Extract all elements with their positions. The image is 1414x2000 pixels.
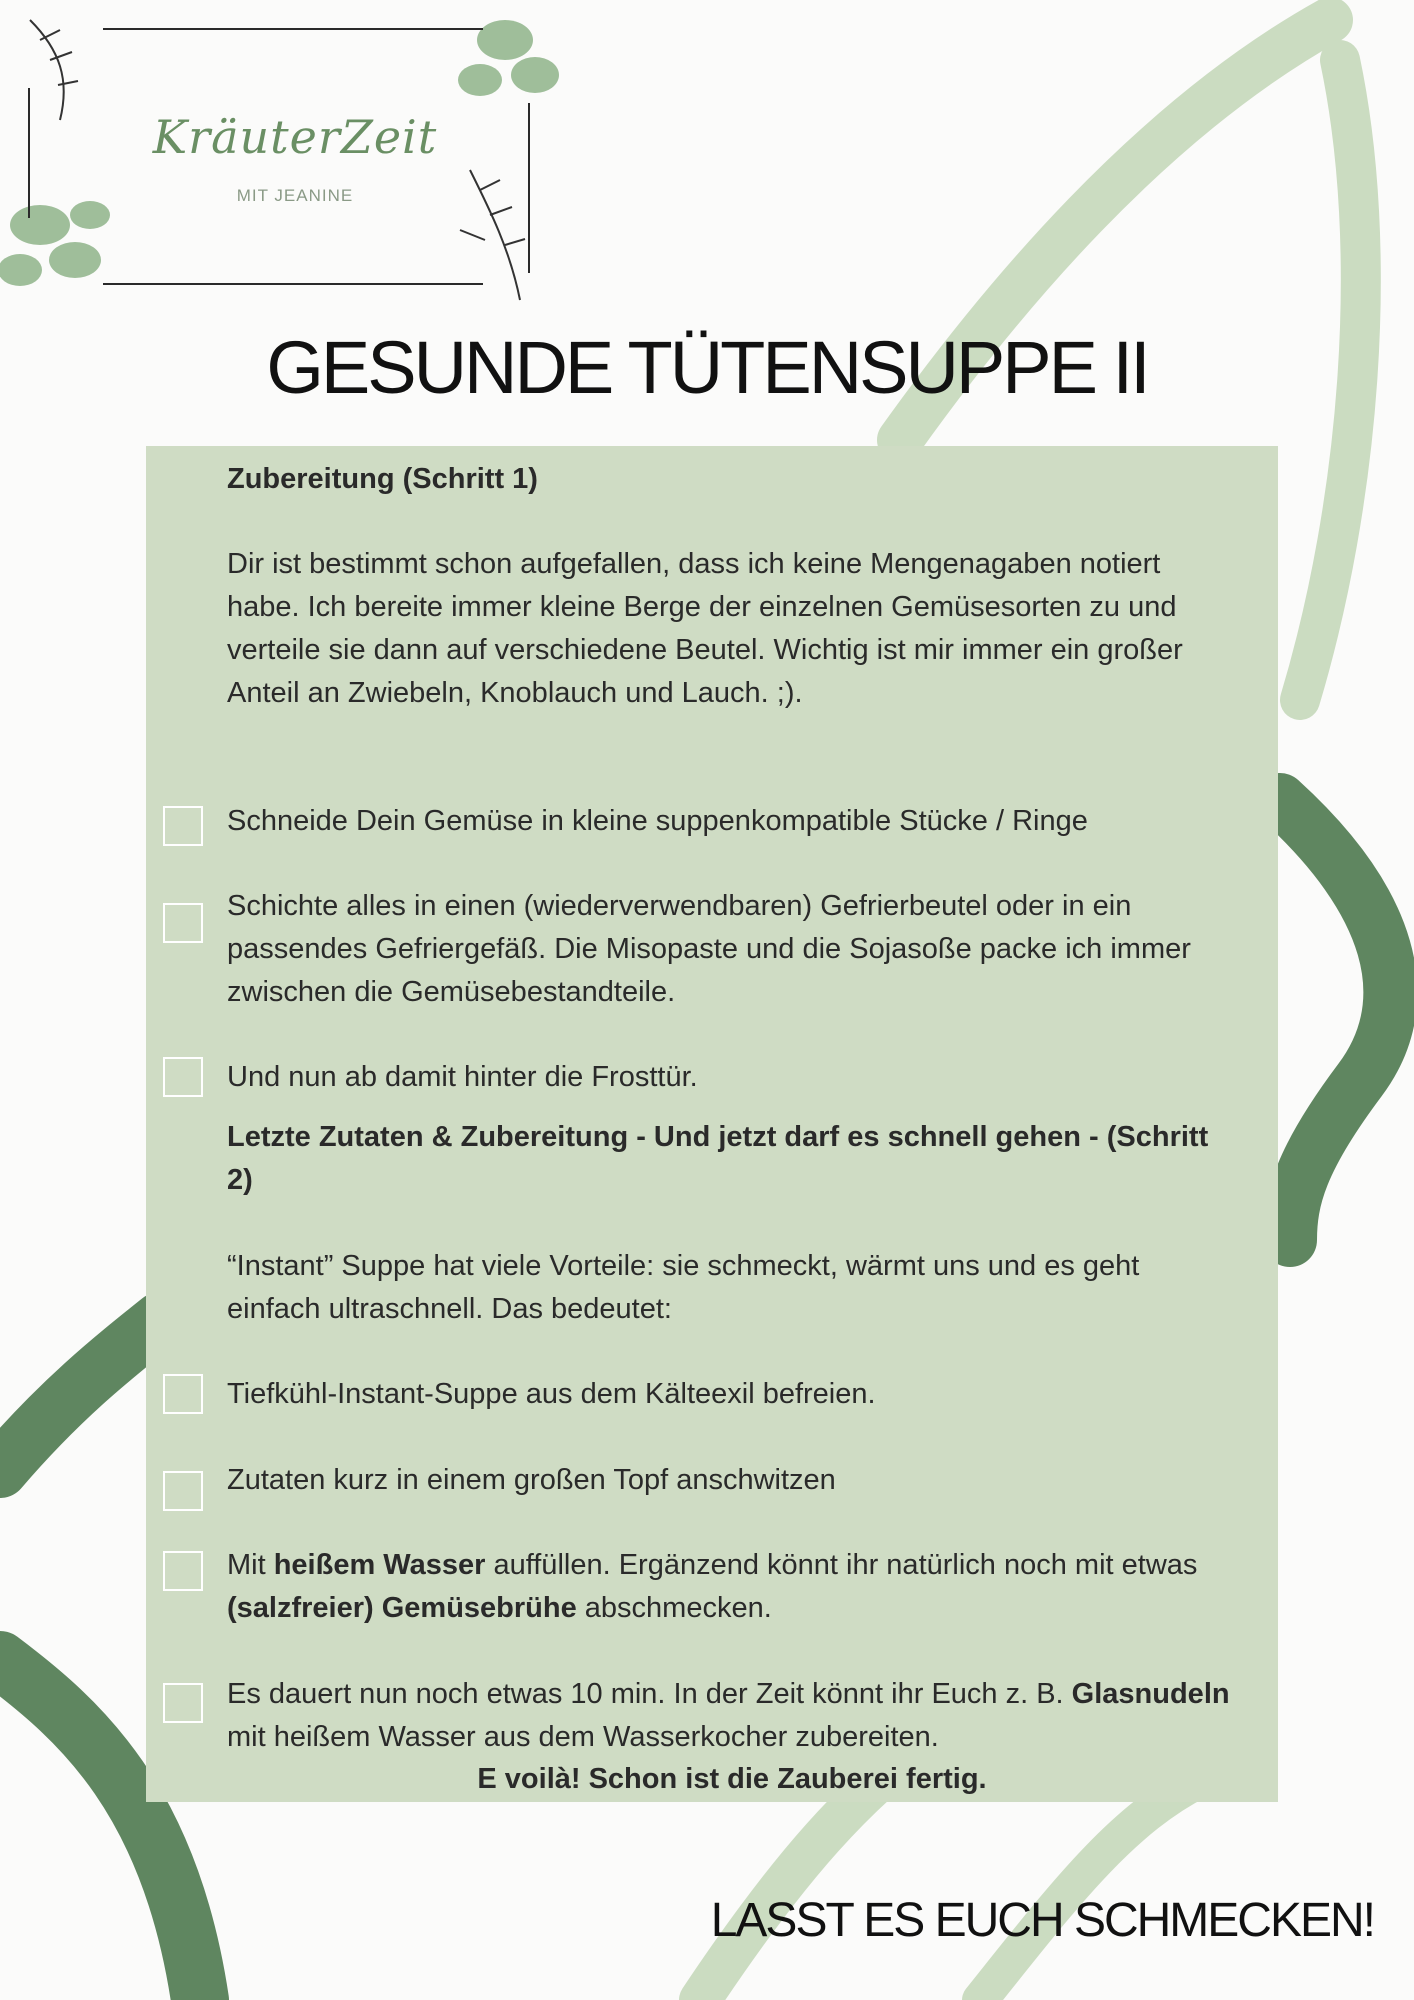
checkbox-step-2[interactable] [163,903,203,943]
step-7-text: Es dauert nun noch etwas 10 min. In der Zeit könnt ihr Euch z. B. Glasnudeln mit heißem Wasser aus dem Wasserkocher zubereiten. [227,1678,1230,1753]
checkbox-step-5[interactable] [163,1471,203,1511]
checkbox-step-3[interactable] [163,1057,203,1097]
section2-intro: “Instant” Suppe hat viele Vorteile: sie schmeckt, wärmt uns und es geht einfach ultraschnell. Das bedeutet: [227,1250,1140,1325]
checkbox-step-6[interactable] [163,1551,203,1591]
section1-heading: Zubereitung (Schritt 1) [227,463,538,495]
closing-line: E voilà! Schon ist die Zauberei fertig. [477,1763,987,1795]
checkbox-step-1[interactable] [163,806,203,846]
section1-intro: Dir ist bestimmt schon aufgefallen, dass ich keine Mengenagaben notiert habe. Ich bereite immer kleine Berge der einzelnen Gemüsesorten zu und verteile sie dann auf verschiedene Beutel. Wichtig ist mir immer ein großer Anteil an Zwiebeln, Knoblauch und Lauch. ;). [227,548,1183,709]
step-5-text: Zutaten kurz in einem großen Topf anschwitzen [227,1464,836,1496]
footer-text: LASST ES EUCH SCHMECKEN! [710,1894,1374,1947]
step-6-text: Mit heißem Wasser auffüllen. Ergänzend könnt ihr natürlich noch mit etwas (salzfreier) Gemüsebrühe abschmecken. [227,1549,1198,1624]
step-2-text: Schichte alles in einen (wiederverwendbaren) Gefrierbeutel oder in ein passendes Gefriergefäß. Die Misopaste und die Sojasoße packe ich immer zwischen die Gemüsebestandteile. [227,890,1191,1008]
logo-name: KräuterZeit [152,110,438,164]
logo-subtitle: MIT JEANINE [236,186,354,205]
checkbox-step-7[interactable] [163,1683,203,1723]
step-3-text: Und nun ab damit hinter die Frosttür. [227,1061,698,1093]
page-title: GESUNDE TÜTENSUPPE II [266,326,1148,409]
section2-heading: Letzte Zutaten & Zubereitung - Und jetzt darf es schnell gehen - (Schritt 2) [227,1121,1209,1196]
step-1-text: Schneide Dein Gemüse in kleine suppenkompatible Stücke / Ringe [227,805,1088,837]
checkbox-step-4[interactable] [163,1374,203,1414]
step-4-text: Tiefkühl-Instant-Suppe aus dem Kälteexil befreien. [227,1378,876,1410]
